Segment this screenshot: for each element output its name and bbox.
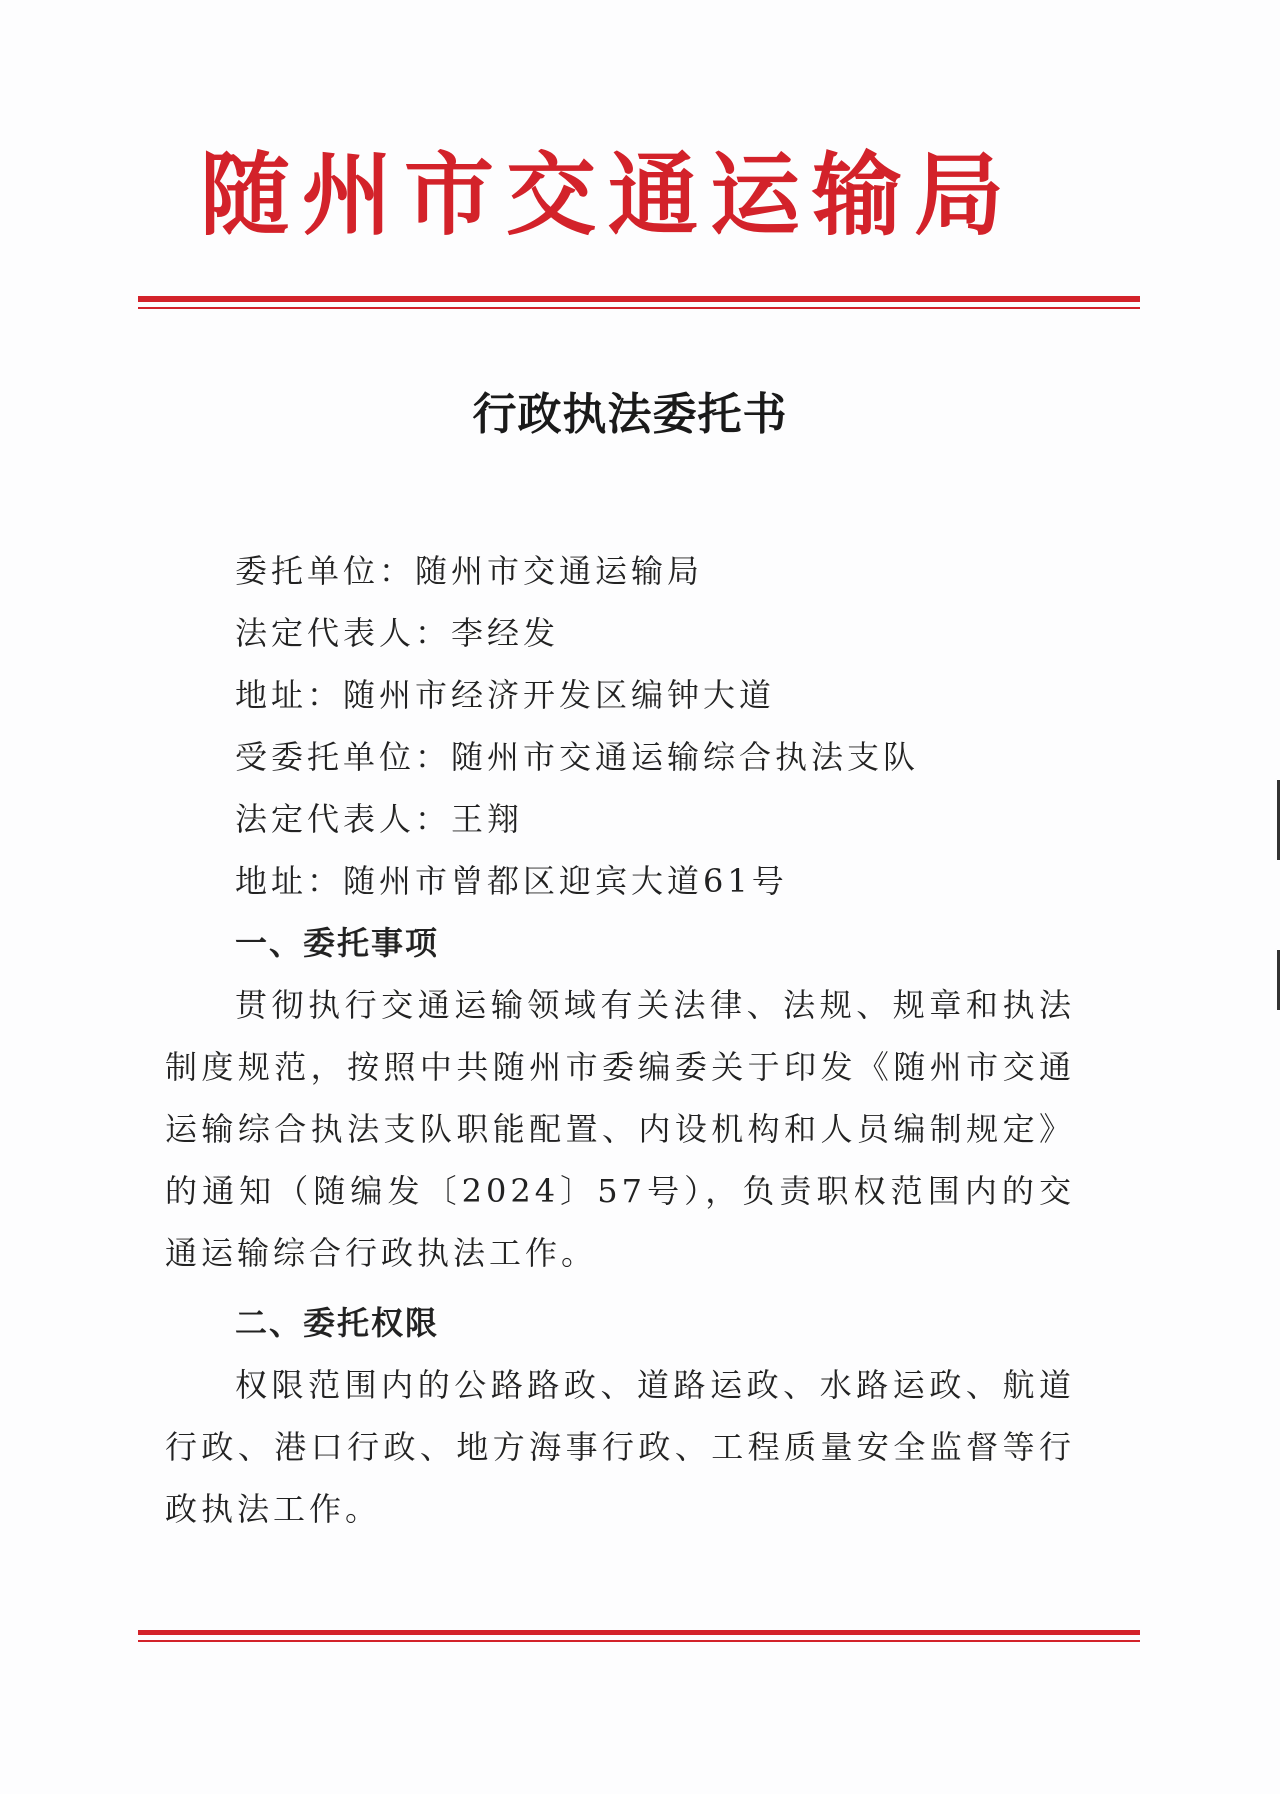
field-label: 地址： xyxy=(235,862,344,900)
field-value: 随州市经济开发区编钟大道 xyxy=(343,676,776,714)
field-label: 法定代表人： xyxy=(235,800,452,838)
field-label: 地址： xyxy=(235,676,344,714)
field-value: 王翔 xyxy=(451,800,524,838)
field-address-1 xyxy=(165,664,1075,726)
field-value: 随州市交通运输局 xyxy=(415,552,704,590)
field-value: 随州市交通运输综合执法支队 xyxy=(451,738,920,776)
org-header-title: 随州市交通运输局 xyxy=(200,142,1016,248)
field-entrusted-unit xyxy=(165,726,1075,788)
field-value: 随州市曾都区迎宾大道61号 xyxy=(343,862,788,900)
field-entrusting-unit xyxy=(165,540,1075,602)
field-label: 委托单位： xyxy=(235,552,416,590)
section-1-heading: 一、委托事项 xyxy=(235,924,440,962)
field-legal-rep-1 xyxy=(165,602,1075,664)
section-1-text: 贯彻执行交通运输领域有关法律、法规、规章和执法制度规范，按照中共随州市委编委关于印发《随州市交通运输综合执法支队职能配置、内设机构和人员编制规定》的通知（随编发〔2024〕57号），负责职权范围内的交通运输综合行政执法工作。 xyxy=(165,986,1075,1272)
field-label: 受委托单位： xyxy=(235,738,452,776)
footer-red-rule-thin xyxy=(138,1640,1140,1642)
document-body xyxy=(165,540,1075,1540)
section-2-heading: 二、委托权限 xyxy=(235,1304,440,1342)
section-2-text: 权限范围内的公路路政、道路运政、水路运政、航道行政、港口行政、地方海事行政、工程质量安全监督等行政执法工作。 xyxy=(165,1366,1075,1528)
section-spacer xyxy=(165,1284,1075,1292)
field-label: 法定代表人： xyxy=(235,614,452,652)
document-title: 行政执法委托书 xyxy=(472,389,788,440)
footer-red-rule-thick xyxy=(138,1630,1140,1635)
header-red-rule-thin xyxy=(138,307,1140,309)
field-address-2 xyxy=(165,850,1075,912)
header-red-rule-thick xyxy=(138,296,1140,302)
field-value: 李经发 xyxy=(451,614,560,652)
field-legal-rep-2 xyxy=(165,788,1075,850)
